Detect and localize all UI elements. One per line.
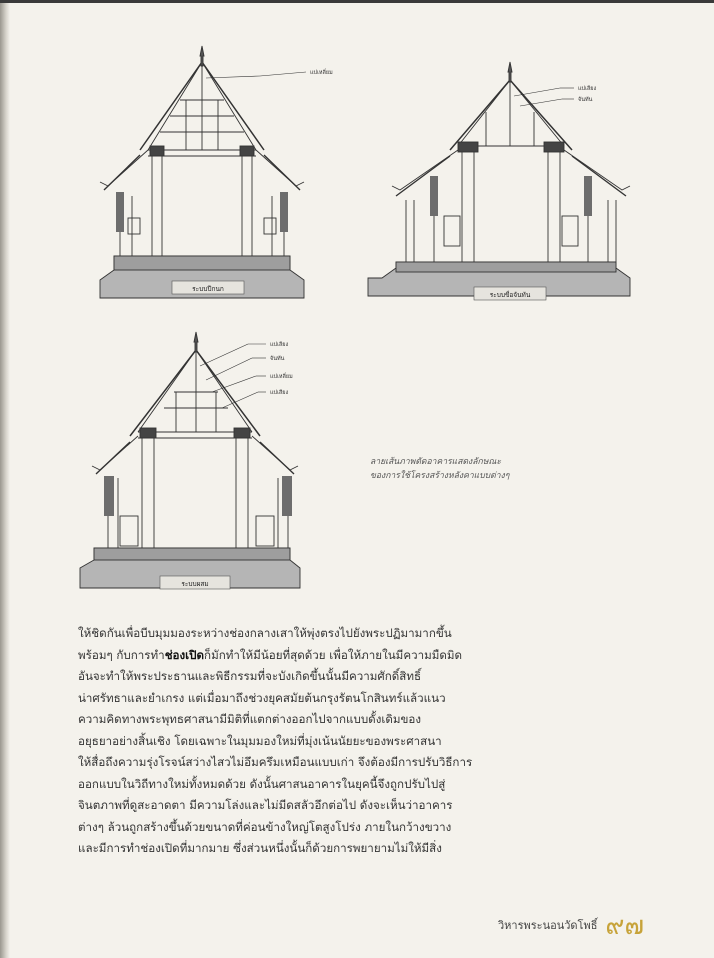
paragraph-line — [78, 645, 463, 667]
plinth-label: ระบบขื่อจันทัน — [489, 291, 531, 299]
running-footer-title: วิหารพระนอนวัดโพธิ์ — [498, 919, 598, 932]
paragraph-fragment: ก็มักทำให้มีน้อยที่สุดด้วย เพื่อให้ภายในมีความมืดมิด — [204, 647, 463, 662]
paragraph-line: จินตภาพที่ดูสะอาดตา มีความโล่งและไม่มีดสลัวอึกต่อไป ดังจะเห็นว่าอาคาร — [78, 798, 453, 812]
figure-caption — [370, 455, 580, 483]
callout-label: แปเลียง — [578, 86, 597, 92]
callout-label: แปเสียง — [270, 390, 289, 396]
paragraph-line: ให้ชิดกันเพื่อบีบมุมมองระหว่างช่องกลางเสาให้พุ่งตรงไปยังพระปฏิมามากขึ้น — [78, 626, 452, 640]
paragraph-line: ให้สื่อถึงความรุ่งโรจน์สว่างไสวไม่อึมครึมเหมือนแบบเก่า จึงต้องมีการปรับวิธีการ — [78, 755, 473, 769]
paragraph-line: ต่างๆ ล้วนถูกสร้างขึ้นด้วยขนาดที่ค่อนข้างใหญ่โตสูงโปร่ง ภายในกว้างขวาง — [78, 819, 452, 834]
paragraph-line: น่าศรัทธาและยำเกรง แต่เมื่อมาถึงช่วงยุคสมัยต้นกรุงรัตนโกสินทร์แล้วแนว — [78, 690, 446, 705]
callout-label: จันทัน — [578, 97, 593, 103]
emphasis-term: ช่องเปิด — [164, 647, 205, 662]
paragraph-line: อันจะทำให้พระประธานและพิธีกรรมที่จะบังเกิดขึ้นนั้นมีความศักดิ์สิทธิ์ — [78, 669, 422, 683]
page-footer — [498, 903, 644, 939]
callout-label: จันทัน — [270, 356, 285, 362]
paragraph-line: อยุธยาอย่างสิ้นเชิง โดยเฉพาะในมุมมองใหม่ที่มุ่งเน้นนัยยะของพระศาสนา — [78, 733, 442, 748]
callout-label: แปเลียง — [270, 342, 289, 348]
body-paragraph — [78, 623, 473, 860]
section-drawing-3 — [80, 332, 300, 589]
paragraph-line: และมีการทำช่องเปิดที่มากมาย ซึ่งส่วนหนึ่งนั้นก็ด้วยการพยายามไม่ให้มีสิ่ง — [78, 841, 442, 855]
paragraph-line: ออกแบบในวิถีทางใหม่ทั้งหมดด้วย ดังนั้นศาสนอาคารในยุคนี้จึงถูกปรับไปสู่ — [78, 776, 446, 791]
callout-label: แปเหลี่ยม — [270, 374, 293, 380]
callout-label: แปเหลี่ยม — [310, 70, 333, 76]
page-number: ๙๗ — [605, 911, 645, 941]
paragraph-line: ความคิดทางพระพุทธศาสนามีมิติที่แตกต่างออกไปจากแบบดั้งเดิมของ — [78, 712, 422, 726]
paragraph-fragment: พร้อมๆ กับการทำ — [78, 647, 165, 662]
plinth-label: ระบบปีกนก — [192, 285, 224, 293]
plinth-label: ระบบผสม — [181, 580, 209, 588]
caption-line: ลายเส้นภาพตัดอาคารแสดงลักษณะ — [370, 457, 501, 467]
caption-line: ของการใช้โครงสร้างหลังคาแบบต่างๆ — [370, 471, 510, 481]
section-drawing-1 — [100, 46, 306, 298]
